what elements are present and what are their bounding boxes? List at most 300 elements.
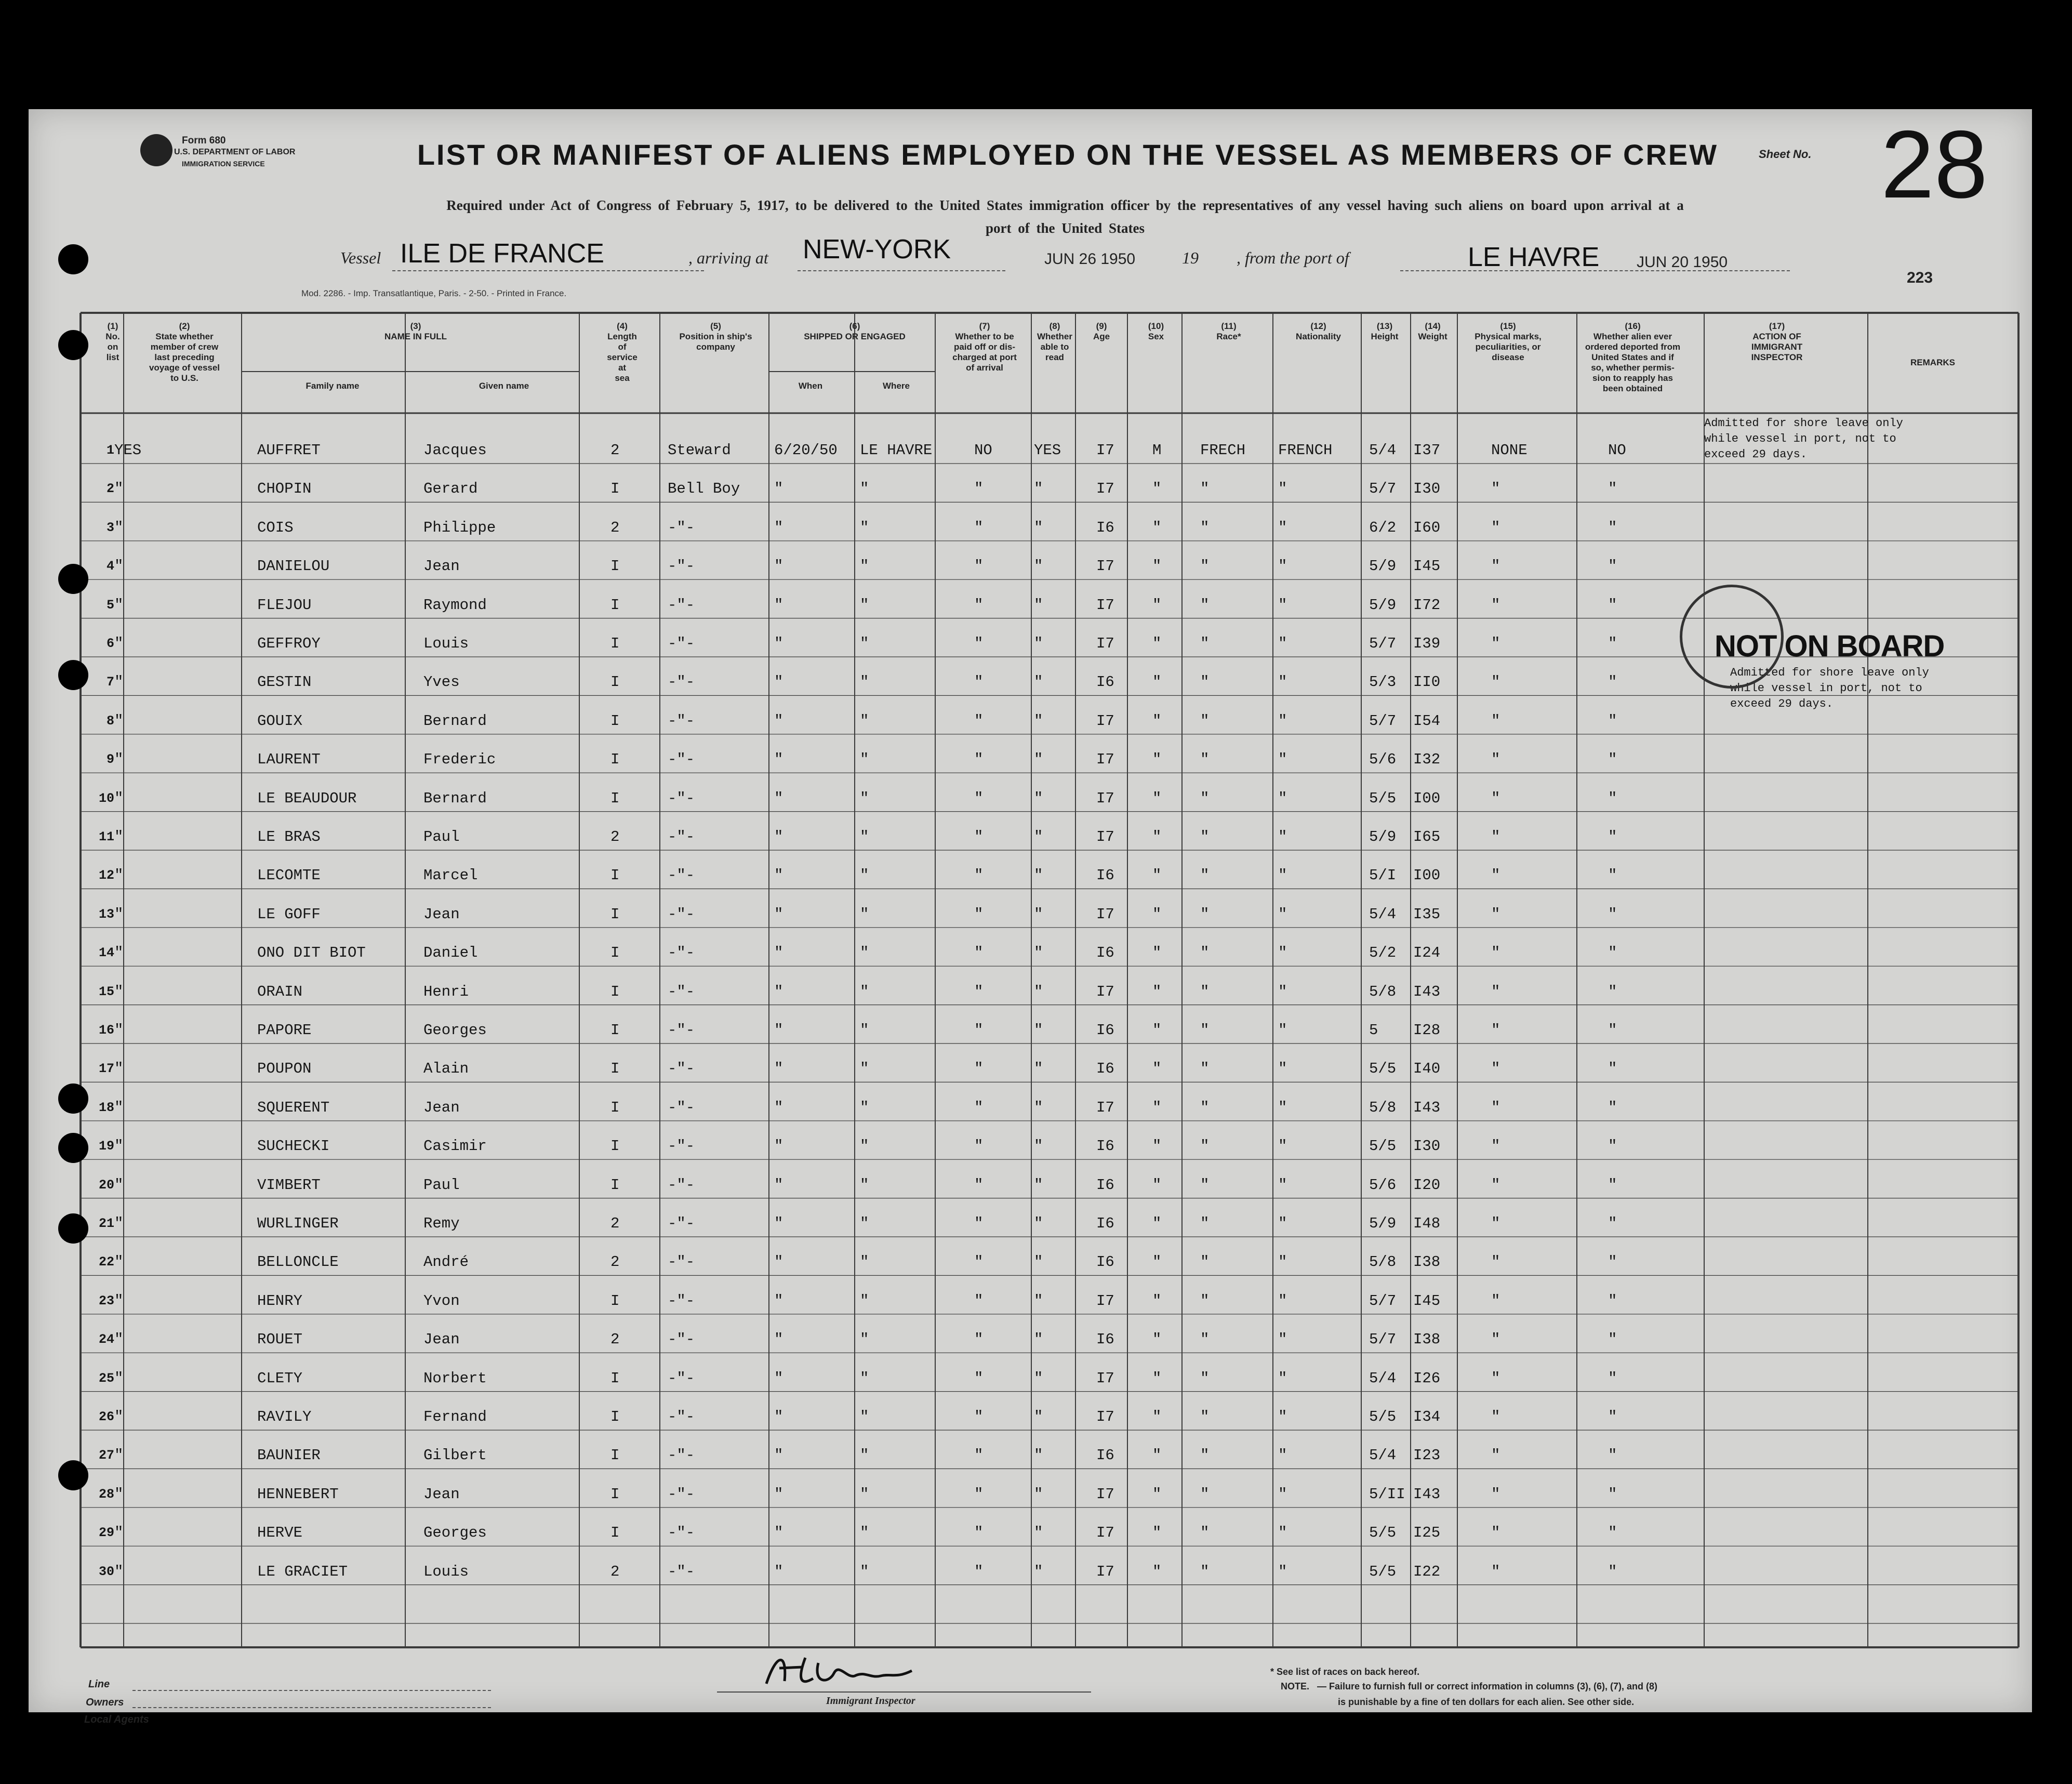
physical-marks-cell: " (1491, 1022, 1500, 1039)
shipped-where-cell: " (860, 1215, 869, 1232)
given-name-cell: Georges (423, 1524, 487, 1542)
family-name-cell: LE BEAUDOUR (257, 789, 357, 807)
physical-marks-cell: " (1491, 789, 1500, 807)
shipped-where-cell: " (860, 596, 869, 614)
row-number-cell: 2 (106, 481, 114, 497)
sex-cell: " (1152, 1060, 1162, 1078)
family-name-cell: RAVILY (257, 1408, 312, 1425)
arrival-date: JUN 26 1950 (1044, 250, 1136, 268)
shipped-when-cell: 6/20/50 (774, 442, 838, 459)
age-cell: I6 (1096, 867, 1114, 884)
header-weight: (14) Weight (1418, 321, 1447, 341)
weight-cell: I26 (1413, 1369, 1441, 1387)
row-number-cell: 28 (98, 1486, 114, 1502)
member-of-crew-cell: " (114, 944, 124, 962)
height-cell: 5/4 (1369, 442, 1397, 459)
nationality-cell: " (1278, 867, 1287, 884)
paid-off-cell: " (974, 1176, 984, 1194)
height-cell: 5/9 (1369, 1215, 1397, 1232)
row-number-cell: 29 (98, 1525, 114, 1541)
height-cell: 5/5 (1369, 1138, 1397, 1155)
deported-cell: " (1608, 519, 1617, 536)
member-of-crew-cell: " (114, 905, 124, 923)
row-number-cell: 1 (106, 443, 114, 458)
family-name-cell: GEFFROY (257, 635, 321, 652)
sex-cell: " (1152, 1099, 1162, 1116)
age-cell: I6 (1096, 1253, 1114, 1271)
weight-cell: I30 (1413, 480, 1441, 498)
physical-marks-cell: " (1491, 558, 1500, 575)
family-name-cell: LE GRACIET (257, 1563, 348, 1580)
nationality-cell: " (1278, 944, 1287, 962)
paid-off-cell: " (974, 867, 984, 884)
sex-cell: " (1152, 673, 1162, 691)
length-of-service-cell: 2 (610, 1253, 620, 1271)
race-cell: " (1200, 558, 1210, 575)
length-of-service-cell: I (610, 1292, 620, 1310)
note-text-2: is punishable by a fine of ten dollars for each alien. See other side. (1338, 1697, 1635, 1707)
header-list-no: (1) No. on list (105, 321, 120, 362)
length-of-service-cell: I (610, 1524, 620, 1542)
form-number: Form 680 (182, 135, 226, 146)
sex-cell: " (1152, 712, 1162, 730)
family-name-cell: POUPON (257, 1060, 312, 1078)
weight-cell: I72 (1413, 596, 1441, 614)
shipped-when-cell: " (774, 1060, 783, 1078)
member-of-crew-cell: " (114, 751, 124, 769)
family-name-cell: HENNEBERT (257, 1485, 339, 1503)
shipped-where-cell: " (860, 1408, 869, 1425)
header-shipped-when: When (798, 381, 823, 391)
punch-hole (58, 1460, 88, 1490)
shipped-when-cell: " (774, 867, 783, 884)
row-number-cell: 21 (98, 1216, 114, 1231)
paid-off-cell: " (974, 1331, 984, 1349)
paid-off-cell: " (974, 1253, 984, 1271)
shipped-where-cell: " (860, 1176, 869, 1194)
deported-cell: " (1608, 1524, 1617, 1542)
shipped-where-cell: " (860, 751, 869, 769)
nationality-cell: " (1278, 1176, 1287, 1194)
member-of-crew-cell: " (114, 1099, 124, 1116)
height-cell: 6/2 (1369, 519, 1397, 536)
shipped-when-cell: " (774, 1292, 783, 1310)
able-to-read-cell: " (1034, 1292, 1043, 1310)
physical-marks-cell: " (1491, 828, 1500, 845)
row-number-cell: 6 (106, 636, 114, 651)
deported-cell: " (1608, 905, 1617, 923)
row-number-cell: 30 (98, 1564, 114, 1579)
given-name-cell: Jean (423, 1099, 460, 1116)
row-number-cell: 15 (98, 984, 114, 999)
family-name-cell: BELLONCLE (257, 1253, 339, 1271)
manifest-sheet (29, 109, 2032, 1725)
length-of-service-cell: I (610, 789, 620, 807)
deported-cell: NO (1608, 442, 1626, 459)
position-cell: Bell Boy (668, 480, 740, 498)
deported-cell: " (1608, 944, 1617, 962)
length-of-service-cell: I (610, 635, 620, 652)
race-cell: " (1200, 828, 1210, 845)
row-number-cell: 23 (98, 1293, 114, 1309)
able-to-read-cell: " (1034, 1369, 1043, 1387)
weight-cell: I22 (1413, 1563, 1441, 1580)
weight-cell: I43 (1413, 983, 1441, 1000)
age-cell: I7 (1096, 983, 1114, 1000)
punch-hole (58, 660, 88, 690)
weight-cell: I60 (1413, 519, 1441, 536)
family-name-cell: VIMBERT (257, 1176, 321, 1194)
paid-off-cell: " (974, 712, 984, 730)
position-cell: -"- (668, 1138, 695, 1155)
row-number-cell: 8 (106, 713, 114, 729)
not-on-board-stamp: NOT ON BOARD (1715, 629, 1945, 663)
paid-off-cell: " (974, 1369, 984, 1387)
length-of-service-cell: I (610, 905, 620, 923)
able-to-read-cell: " (1034, 1447, 1043, 1464)
given-name-cell: Georges (423, 1022, 487, 1039)
shipped-where-cell: " (860, 1524, 869, 1542)
able-to-read-cell: " (1034, 789, 1043, 807)
note-text-1: — Failure to furnish full or correct information in columns (3), (6), (7), and (8) (1317, 1681, 1658, 1692)
nationality-cell: " (1278, 1060, 1287, 1078)
able-to-read-cell: " (1034, 558, 1043, 575)
inspector-label: Immigrant Inspector (826, 1695, 915, 1707)
nationality-cell: " (1278, 673, 1287, 691)
member-of-crew-cell: " (114, 1215, 124, 1232)
shipped-where-cell: " (860, 1292, 869, 1310)
row-number-cell: 7 (106, 675, 114, 690)
from-port-label: , from the port of (1237, 248, 1349, 267)
given-name-cell: Bernard (423, 789, 487, 807)
header-nationality: (12) Nationality (1296, 321, 1341, 341)
paid-off-cell: " (974, 1408, 984, 1425)
given-name-cell: Louis (423, 635, 469, 652)
shipped-where-cell: " (860, 712, 869, 730)
able-to-read-cell: " (1034, 944, 1043, 962)
paid-off-cell: " (974, 905, 984, 923)
height-cell: 5/4 (1369, 1447, 1397, 1464)
shipped-where-cell: " (860, 1369, 869, 1387)
length-of-service-cell: I (610, 1060, 620, 1078)
position-cell: -"- (668, 751, 695, 769)
member-of-crew-cell: " (114, 1176, 124, 1194)
shipped-when-cell: " (774, 828, 783, 845)
nationality-cell: " (1278, 1138, 1287, 1155)
paid-off-cell: NO (974, 442, 992, 459)
header-able-to-read: (8) Whether able to read (1037, 321, 1072, 362)
sex-cell: " (1152, 1369, 1162, 1387)
sex-cell: " (1152, 1331, 1162, 1349)
physical-marks-cell: " (1491, 1253, 1500, 1271)
paid-off-cell: " (974, 789, 984, 807)
requirement-line-1: Required under Act of Congress of February 5, 1917, to be delivered to the United States immigration officer by the representatives of any vessel having such aliens on board upon arrival at a (446, 197, 1684, 213)
header-shipped-or-engaged: (6) SHIPPED OR ENGAGED (804, 321, 906, 341)
sex-cell: " (1152, 983, 1162, 1000)
age-cell: I7 (1096, 1099, 1114, 1116)
physical-marks-cell: " (1491, 596, 1500, 614)
able-to-read-cell: " (1034, 1485, 1043, 1503)
family-name-cell: ONO DIT BIOT (257, 944, 366, 962)
age-cell: I7 (1096, 558, 1114, 575)
physical-marks-cell: " (1491, 1176, 1500, 1194)
height-cell: 5/5 (1369, 789, 1397, 807)
age-cell: I7 (1096, 596, 1114, 614)
arriving-port: NEW-YORK (803, 234, 951, 265)
family-name-cell: LECOMTE (257, 867, 321, 884)
position-cell: -"- (668, 1485, 695, 1503)
punch-hole (58, 244, 88, 274)
deported-cell: " (1608, 673, 1617, 691)
physical-marks-cell: NONE (1491, 442, 1528, 459)
age-cell: I7 (1096, 1369, 1114, 1387)
nationality-cell: " (1278, 1563, 1287, 1580)
punch-hole (58, 1083, 88, 1114)
given-name-cell: Daniel (423, 944, 478, 962)
member-of-crew-cell: " (114, 712, 124, 730)
race-cell: " (1200, 1331, 1210, 1349)
height-cell: 5/II (1369, 1485, 1405, 1503)
member-of-crew-cell: " (114, 828, 124, 845)
length-of-service-cell: 2 (610, 1215, 620, 1232)
height-cell: 5/I (1369, 867, 1397, 884)
shipped-where-cell: " (860, 1485, 869, 1503)
nationality-cell: " (1278, 1099, 1287, 1116)
paid-off-cell: " (974, 1215, 984, 1232)
height-cell: 5/7 (1369, 635, 1397, 652)
weight-cell: I38 (1413, 1253, 1441, 1271)
printer-imprint: Mod. 2286. - Imp. Transatlantique, Paris. - 2-50. - Printed in France. (301, 288, 567, 298)
family-name-cell: CLETY (257, 1369, 303, 1387)
sex-cell: " (1152, 1408, 1162, 1425)
able-to-read-cell: " (1034, 1138, 1043, 1155)
shipped-when-cell: " (774, 1408, 783, 1425)
header-physical-marks: (15) Physical marks, peculiarities, or disease (1475, 321, 1542, 362)
department-label: U.S. DEPARTMENT OF LABOR (174, 148, 296, 156)
shipped-where-cell: " (860, 1447, 869, 1464)
height-cell: 5/5 (1369, 1408, 1397, 1425)
member-of-crew-cell: " (114, 673, 124, 691)
age-cell: I7 (1096, 1524, 1114, 1542)
able-to-read-cell: " (1034, 905, 1043, 923)
position-cell: -"- (668, 828, 695, 845)
length-of-service-cell: 2 (610, 1563, 620, 1580)
position-cell: -"- (668, 712, 695, 730)
paid-off-cell: " (974, 1060, 984, 1078)
deported-cell: " (1608, 1331, 1617, 1349)
row-number-cell: 16 (98, 1023, 114, 1038)
shipped-when-cell: " (774, 944, 783, 962)
member-of-crew-cell: " (114, 1331, 124, 1349)
punch-hole (58, 330, 88, 360)
position-cell: -"- (668, 1060, 695, 1078)
weight-cell: I30 (1413, 1138, 1441, 1155)
nationality-cell: " (1278, 983, 1287, 1000)
physical-marks-cell: " (1491, 983, 1500, 1000)
member-of-crew-cell: " (114, 635, 124, 652)
age-cell: I6 (1096, 1331, 1114, 1349)
paid-off-cell: " (974, 596, 984, 614)
sheet-number: 28 (1881, 111, 1988, 218)
footer-owners-rule (132, 1707, 491, 1708)
length-of-service-cell: I (610, 1022, 620, 1039)
member-of-crew-cell: " (114, 1447, 124, 1464)
given-name-cell: Marcel (423, 867, 478, 884)
age-cell: I6 (1096, 1022, 1114, 1039)
position-cell: -"- (668, 519, 695, 536)
deported-cell: " (1608, 1176, 1617, 1194)
age-cell: I7 (1096, 480, 1114, 498)
race-cell: " (1200, 1524, 1210, 1542)
height-cell: 5/9 (1369, 558, 1397, 575)
physical-marks-cell: " (1491, 1138, 1500, 1155)
paid-off-cell: " (974, 944, 984, 962)
nationality-cell: " (1278, 519, 1287, 536)
length-of-service-cell: 2 (610, 828, 620, 845)
row-number-cell: 14 (98, 945, 114, 961)
height-cell: 5/4 (1369, 905, 1397, 923)
weight-cell: I43 (1413, 1485, 1441, 1503)
deported-cell: " (1608, 751, 1617, 769)
given-name-cell: Henri (423, 983, 469, 1000)
sex-cell: " (1152, 1563, 1162, 1580)
height-cell: 5/7 (1369, 480, 1397, 498)
weight-cell: I00 (1413, 789, 1441, 807)
race-cell: " (1200, 1485, 1210, 1503)
position-cell: -"- (668, 1022, 695, 1039)
shipped-when-cell: " (774, 635, 783, 652)
race-cell: " (1200, 867, 1210, 884)
row-number-cell: 3 (106, 520, 114, 535)
age-cell: I6 (1096, 1215, 1114, 1232)
member-of-crew-cell: " (114, 867, 124, 884)
paid-off-cell: " (974, 635, 984, 652)
weight-cell: I43 (1413, 1099, 1441, 1116)
deported-cell: " (1608, 712, 1617, 730)
sex-cell: " (1152, 828, 1162, 845)
family-name-cell: HENRY (257, 1292, 303, 1310)
sex-cell: " (1152, 1253, 1162, 1271)
physical-marks-cell: " (1491, 519, 1500, 536)
race-cell: " (1200, 789, 1210, 807)
age-cell: I6 (1096, 1176, 1114, 1194)
member-of-crew-cell: " (114, 1369, 124, 1387)
row-number-cell: 4 (106, 559, 114, 574)
able-to-read-cell: " (1034, 519, 1043, 536)
given-name-cell: Philippe (423, 519, 496, 536)
physical-marks-cell: " (1491, 1331, 1500, 1349)
weight-cell: I35 (1413, 905, 1441, 923)
shipped-where-cell: " (860, 867, 869, 884)
row-number-cell: 10 (98, 790, 114, 806)
shipped-when-cell: " (774, 1447, 783, 1464)
position-cell: -"- (668, 1253, 695, 1271)
able-to-read-cell: " (1034, 867, 1043, 884)
race-cell: " (1200, 1408, 1210, 1425)
shipped-where-cell: " (860, 828, 869, 845)
family-name-cell: BAUNIER (257, 1447, 321, 1464)
given-name-cell: Paul (423, 1176, 460, 1194)
row-number-cell: 12 (98, 868, 114, 883)
row-number-cell: 24 (98, 1332, 114, 1347)
deported-cell: " (1608, 983, 1617, 1000)
height-cell: 5/2 (1369, 944, 1397, 962)
position-cell: -"- (668, 596, 695, 614)
able-to-read-cell: " (1034, 828, 1043, 845)
paid-off-cell: " (974, 983, 984, 1000)
shipped-where-cell: " (860, 558, 869, 575)
family-name-cell: ROUET (257, 1331, 303, 1349)
shipped-where-cell: " (860, 673, 869, 691)
paid-off-cell: " (974, 1292, 984, 1310)
family-name-cell: LE GOFF (257, 905, 321, 923)
shipped-when-cell: " (774, 905, 783, 923)
nationality-cell: " (1278, 1292, 1287, 1310)
given-name-cell: Yvon (423, 1292, 460, 1310)
given-name-cell: Gilbert (423, 1447, 487, 1464)
nationality-cell: " (1278, 1485, 1287, 1503)
member-of-crew-cell: " (114, 789, 124, 807)
race-cell: " (1200, 673, 1210, 691)
sheet-label: Sheet No. (1759, 148, 1812, 161)
length-of-service-cell: 2 (610, 442, 620, 459)
sex-cell: " (1152, 789, 1162, 807)
nationality-cell: " (1278, 596, 1287, 614)
age-cell: I7 (1096, 1563, 1114, 1580)
member-of-crew-cell: " (114, 1138, 124, 1155)
arriving-label: , arriving at (688, 248, 768, 267)
header-race: (11) Race* (1216, 321, 1241, 341)
note-label: NOTE. (1281, 1681, 1310, 1692)
position-cell: -"- (668, 1176, 695, 1194)
nationality-cell: " (1278, 712, 1287, 730)
member-of-crew-cell: " (114, 596, 124, 614)
sex-cell: " (1152, 905, 1162, 923)
shipped-where-cell: " (860, 983, 869, 1000)
able-to-read-cell: " (1034, 596, 1043, 614)
physical-marks-cell: " (1491, 1369, 1500, 1387)
paid-off-cell: " (974, 828, 984, 845)
weight-cell: I40 (1413, 1060, 1441, 1078)
height-cell: 5/5 (1369, 1060, 1397, 1078)
nationality-cell: " (1278, 1524, 1287, 1542)
race-cell: " (1200, 983, 1210, 1000)
height-cell: 5/8 (1369, 983, 1397, 1000)
race-cell: " (1200, 905, 1210, 923)
nationality-cell: " (1278, 828, 1287, 845)
given-name-cell: Jean (423, 905, 460, 923)
length-of-service-cell: I (610, 480, 620, 498)
age-cell: I7 (1096, 712, 1114, 730)
paid-off-cell: " (974, 1563, 984, 1580)
weight-cell: I23 (1413, 1447, 1441, 1464)
sex-cell: " (1152, 1215, 1162, 1232)
family-name-cell: LE BRAS (257, 828, 321, 845)
length-of-service-cell: I (610, 712, 620, 730)
physical-marks-cell: " (1491, 1099, 1500, 1116)
shipped-when-cell: " (774, 983, 783, 1000)
page-id: 223 (1907, 269, 1933, 286)
nationality-cell: " (1278, 558, 1287, 575)
header-family-name: Family name (306, 381, 360, 391)
row-number-cell: 26 (98, 1409, 114, 1424)
length-of-service-cell: I (610, 867, 620, 884)
family-name-cell: HERVE (257, 1524, 303, 1542)
age-cell: I7 (1096, 828, 1114, 845)
age-cell: I6 (1096, 1447, 1114, 1464)
paid-off-cell: " (974, 480, 984, 498)
header-remarks: REMARKS (1910, 358, 1955, 367)
